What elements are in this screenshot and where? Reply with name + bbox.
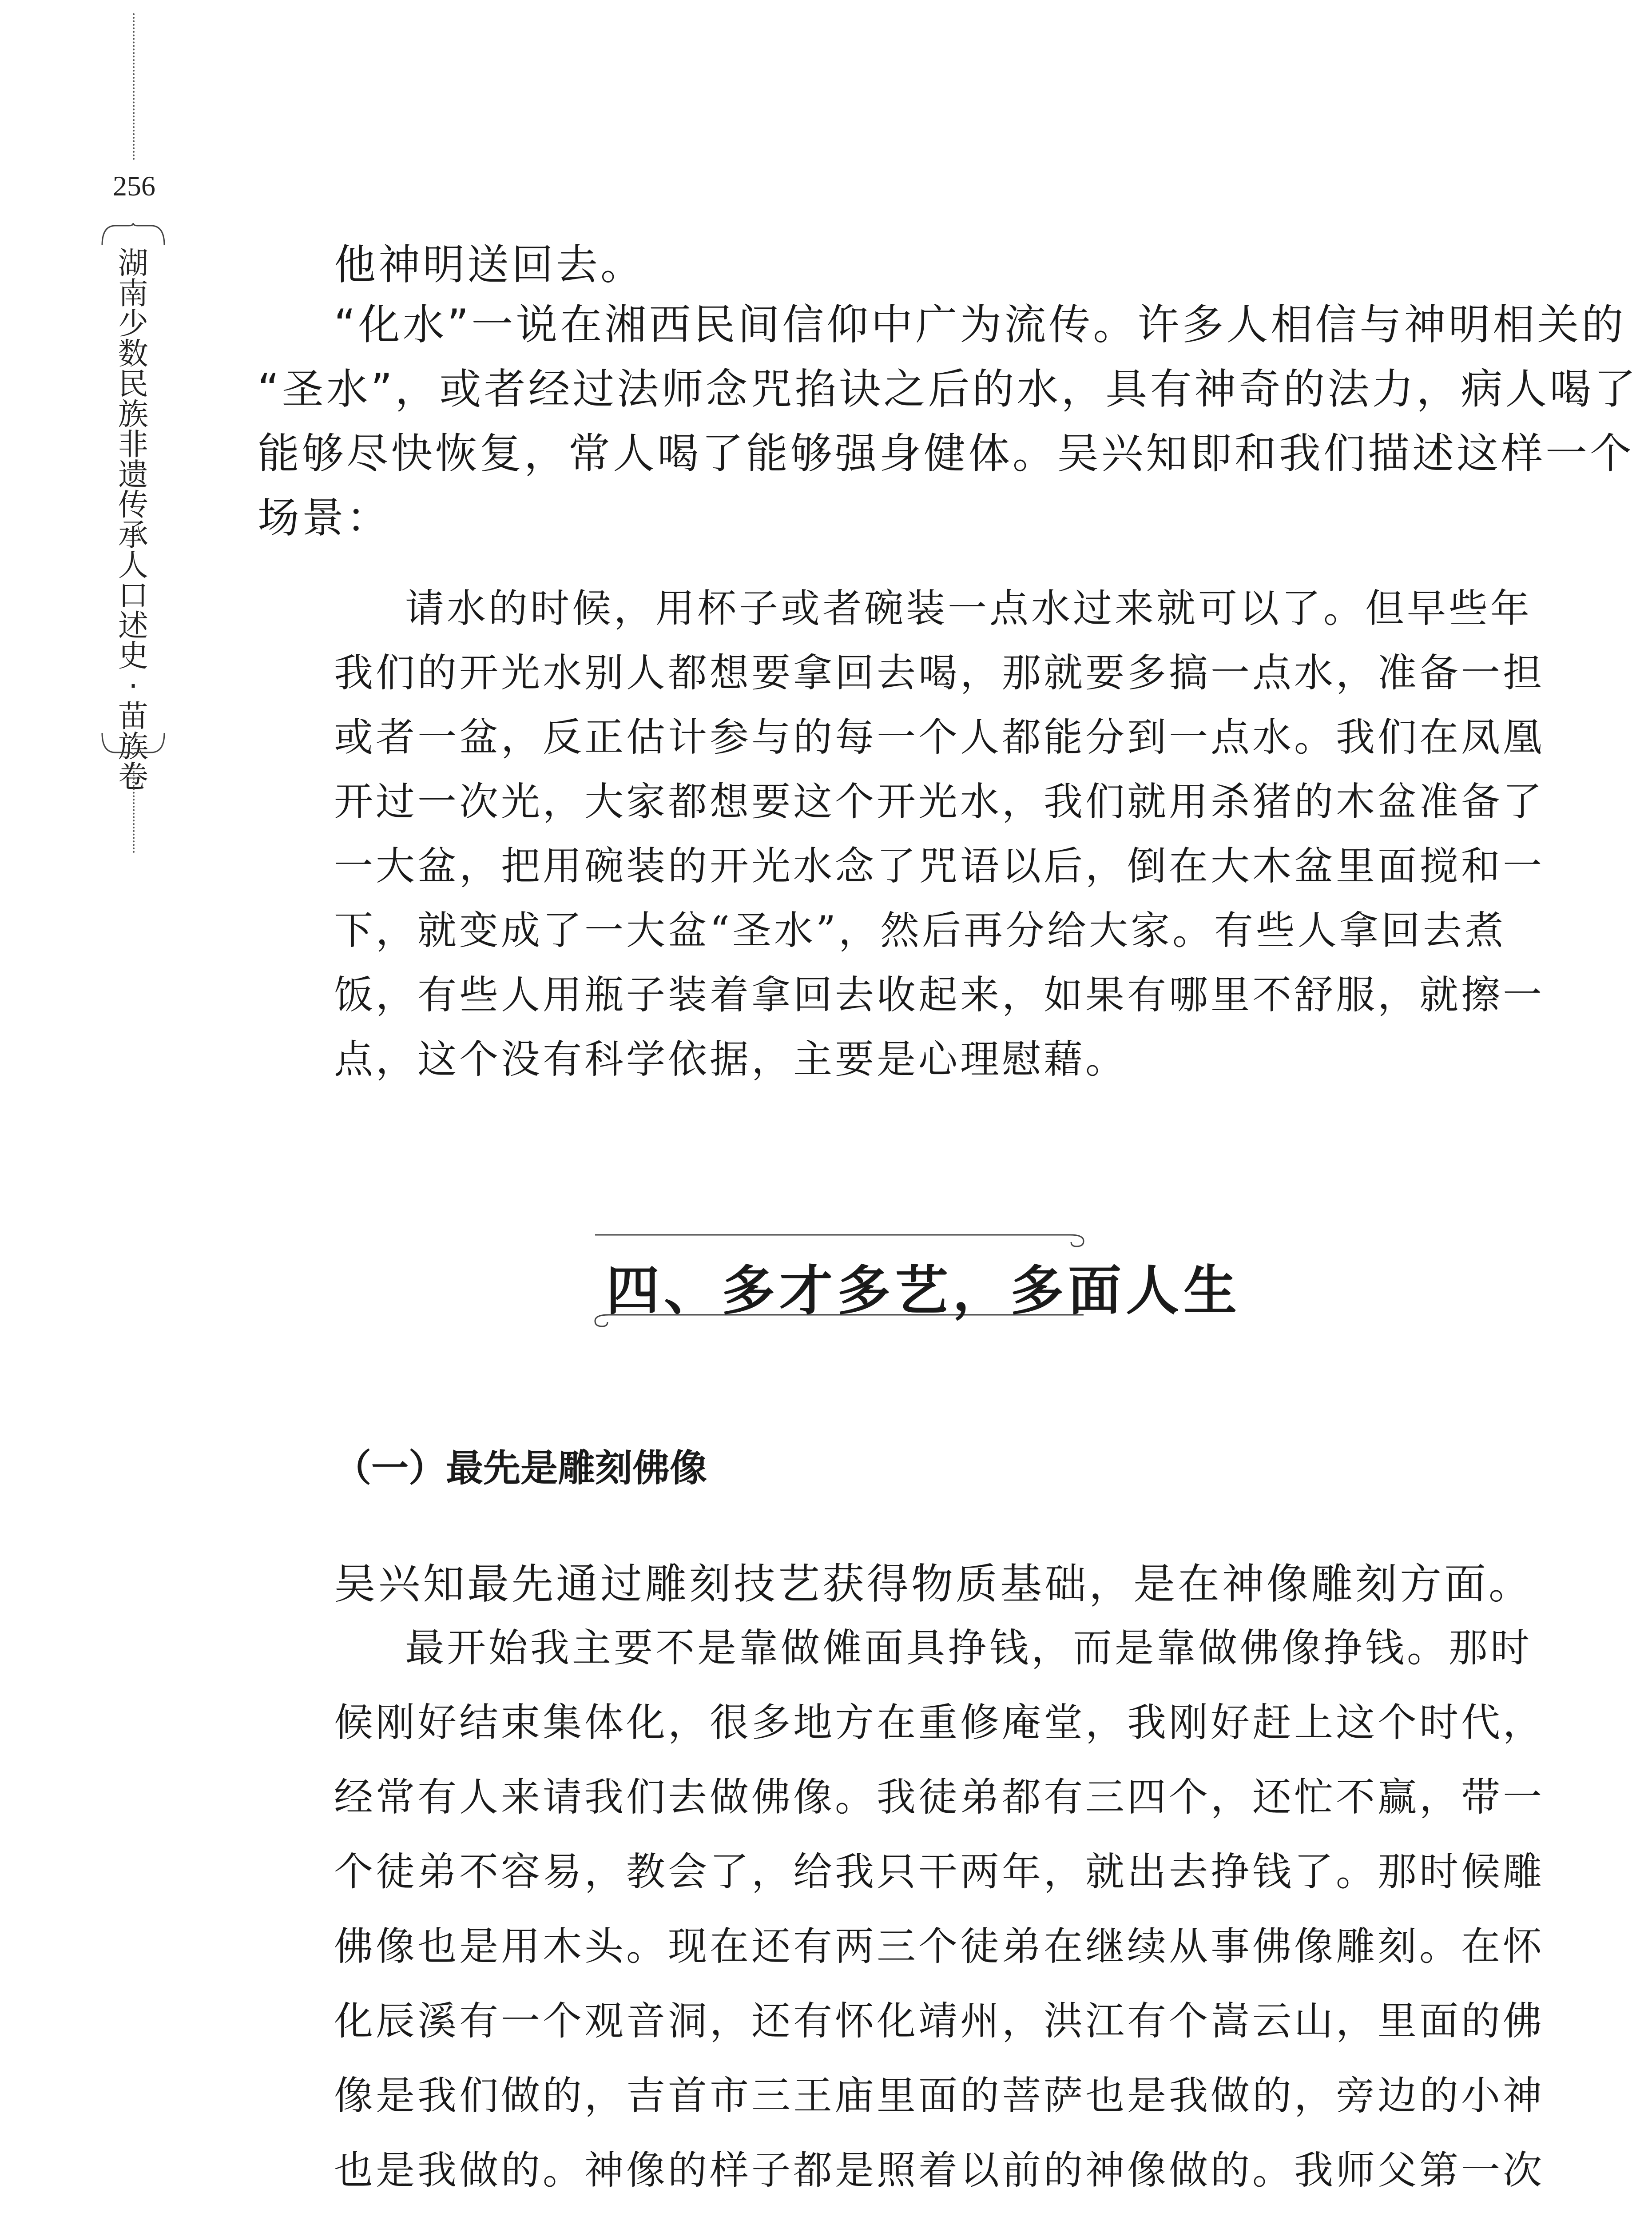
running-title-bracket-top [98, 222, 169, 246]
text-line: 或者一盆，反正估计参与的每一个人都能分到一点水。我们在凤凰 [334, 714, 1545, 760]
text-line: 经常有人来请我们去做佛像。我徒弟都有三四个，还忙不赢，带一 [334, 1774, 1545, 1820]
running-title-char: 非 [118, 427, 148, 462]
running-title-char: 史 [118, 639, 148, 674]
text-line: 能够尽快恢复，常人喝了能够强身健体。吴兴知即和我们描述这样一个 [258, 430, 1635, 478]
running-title-char: 少 [118, 306, 148, 342]
text-line: 他神明送回去。 [334, 241, 645, 289]
running-title-char: 人 [118, 548, 148, 583]
running-title-char: 族 [118, 729, 148, 764]
text-line: 开过一次光，大家都想要这个开光水，我们就用杀猪的木盆准备了 [334, 779, 1545, 824]
text-line: “化水”一说在湘西民间信仰中广为流传。许多人相信与神明相关的 [334, 301, 1626, 349]
text-line: 化辰溪有一个观音洞，还有怀化靖州，洪江有个嵩云山，里面的佛 [334, 1998, 1545, 2044]
text-line: 像是我们做的，吉首市三王庙里面的菩萨也是我做的，旁边的小神 [334, 2073, 1545, 2118]
text-line [334, 2214, 1545, 2221]
page-number: 256 [113, 170, 155, 202]
running-title-char: 口 [118, 578, 148, 613]
running-title [107, 246, 160, 795]
running-title-bracket-bottom [98, 732, 169, 756]
text-line: 吴兴知最先通过雕刻技艺获得物质基础，是在神像雕刻方面。 [334, 1560, 1533, 1608]
running-title-char: 传 [118, 488, 148, 523]
text-line: 佛像也是用木头。现在还有两三个徒弟在继续从事佛像雕刻。在怀 [334, 1923, 1545, 1969]
text-line: 请水的时候，用杯子或者碗装一点水过来就可以了。但早些年 [405, 585, 1533, 631]
margin-rule-top [133, 13, 135, 160]
text-line: 点，这个没有科学依据，主要是心理慰藉。 [334, 1036, 1128, 1082]
running-title-char: 族 [118, 397, 148, 432]
text-line: 候刚好结束集体化，很多地方在重修庵堂，我刚好赶上这个时代， [334, 1700, 1545, 1745]
text-line: 场景： [258, 494, 391, 542]
margin-rule-bottom [133, 764, 135, 853]
text-line: 下，就变成了一大盆“圣水”，然后再分给大家。有些人拿回去煮 [334, 908, 1506, 953]
text-line: 一大盆，把用碗装的开光水念了咒语以后，倒在大木盆里面搅和一 [334, 843, 1545, 889]
text-line: 也是我做的。神像的样子都是照着以前的神像做的。我师父第一次 [334, 2147, 1545, 2193]
text-line: “圣水”，或者经过法师念咒掐诀之后的水，具有神奇的法力，病人喝了 [258, 365, 1639, 414]
running-title-char: 卷 [118, 760, 148, 795]
text-line: 我们的开光水别人都想要拿回去喝，那就要多搞一点水，准备一担 [334, 650, 1545, 696]
running-title-char: · [128, 669, 138, 704]
running-title-char: 承 [118, 518, 148, 553]
text-line: 最开始我主要不是靠做傩面具挣钱，而是靠做佛像挣钱。那时 [405, 1625, 1533, 1671]
running-title-char: 湖 [118, 246, 148, 281]
running-title-char: 南 [118, 276, 148, 311]
running-title-char: 民 [118, 367, 148, 402]
text-line: 个徒弟不容易，教会了，给我只干两年，就出去挣钱了。那时候雕 [334, 1849, 1545, 1895]
running-title-char: 遗 [118, 458, 148, 493]
running-title-char: 述 [118, 609, 148, 644]
text-line: 饭，有些人用瓶子装着拿回去收起来，如果有哪里不舒服，就擦一 [334, 972, 1545, 1018]
section-title: 四、多才多艺，多面人生 [606, 1259, 1241, 1322]
running-title-char: 数 [118, 337, 148, 372]
subsection-title: （一）最先是雕刻佛像 [334, 1446, 707, 1490]
running-title-char: 苗 [118, 699, 148, 734]
